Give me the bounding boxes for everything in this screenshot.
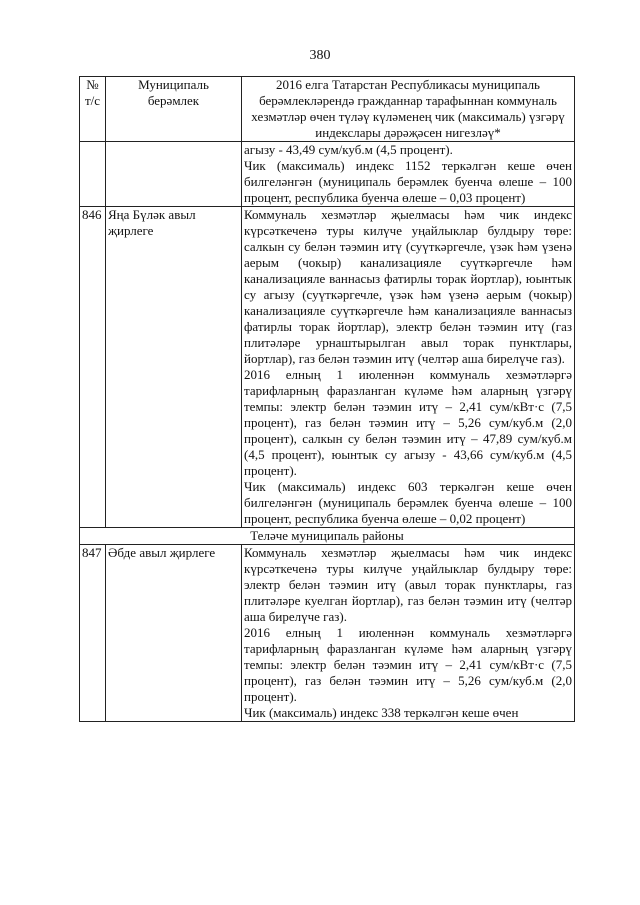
table-row [80,207,575,528]
table-header-row [80,77,575,142]
paragraph: Чик (максималь) индекс 1152 теркәлгән кеше өчен билгеләнгән (муниципаль берәмлек буенча өлеше – 100 процент, республика буенча өлеше – 0,03 процент) [244,158,572,205]
paragraph: Чик (максималь) индекс 338 теркәлгән кеше өчен [244,705,519,720]
section-row [80,528,575,545]
header-number: № т/с [80,77,106,142]
row-municipality: Яңа Бүләк авыл җирлеге [106,207,242,528]
row-description [242,545,575,722]
section-title: Теләче муниципаль районы [80,528,575,545]
row-number: 847 [80,545,106,722]
tariff-table [79,76,575,722]
paragraph: 2016 елның 1 июленнән коммуналь хезмәтләргә тарифларның фаразланган күләме һәм аларның үзгәрү темпы: электр белән тәэмин итү – 2,41 сум/кВт·с (7,5 процент), газ белән тәэмин итү – 5,26 сум/куб.м (2,0 процент). [244,625,572,704]
row-description [242,207,575,528]
table-row [80,545,575,722]
row-municipality [106,142,242,207]
row-description [242,142,575,207]
header-municipality: Муниципаль берәмлек [106,77,242,142]
paragraph: агызу - 43,49 сум/куб.м (4,5 процент). [244,142,453,157]
row-municipality: Әбде авыл җирлеге [106,545,242,722]
header-description: 2016 елга Татарстан Республикасы муниципаль берәмлекләрендә гражданнар тарафыннан коммуналь хезмәтләр өчен түләү күләменең чик (максималь) үзгәрү индекслары дәрәҗәсен нигезләү* [242,77,575,142]
page-number: 380 [309,48,331,63]
paragraph: Чик (максималь) индекс 603 теркәлгән кеше өчен билгеләнгән (муниципаль берәмлек буенча өлеше – 100 процент, республика буенча өлеше – 0,02 процент) [244,479,572,526]
paragraph: 2016 елның 1 июленнән коммуналь хезмәтләргә тарифларның фаразланган күләме һәм аларның үзгәрү темпы: электр белән тәэмин итү – 2,41 сум/кВт·с (7,5 процент), газ белән тәэмин итү – 5,26 сум/куб.м (2,0 процент), салкын су белән тәэмин итү – 47,89 сум/куб.м (4,5 процент), юынтык су агызу - 43,66 сум/куб.м (4,5 процент). [244,367,572,478]
row-number: 846 [80,207,106,528]
table-row [80,142,575,207]
row-number [80,142,106,207]
paragraph: Коммуналь хезмәтләр җыелмасы һәм чик индекс күрсәткеченә туры килүче уңайлыклар булдыру төре: электр белән тәэмин итү (авыл торак пунктлары, газ плитәләре куелган йортлар), газ белән тәэмин итү (челтәр аша бирелүче газ). [244,545,572,624]
paragraph: Коммуналь хезмәтләр җыелмасы һәм чик индекс күрсәткеченә туры килүче уңайлыклар булдыру төре: салкын су белән тәэмин итү (суүткәргечле, үзәк һәм үзенә аерым (чокыр) канализацияле суүткәргечле һәм канализацияле ваннасыз фатирлы торак йортлар), юынтык су агызу (суүткәргечле, үзәк һәм үзенә аерым (чокыр) канализацияле суүткәргечле һәм канализацияле ваннасыз фатирлы торак йортлар), электр белән тәэмин итү (газ плитәләре урнаштырылган авыл торак пунктлары, йортлар), газ белән тәэмин итү (челтәр аша бирелүче газ). [244,207,572,366]
